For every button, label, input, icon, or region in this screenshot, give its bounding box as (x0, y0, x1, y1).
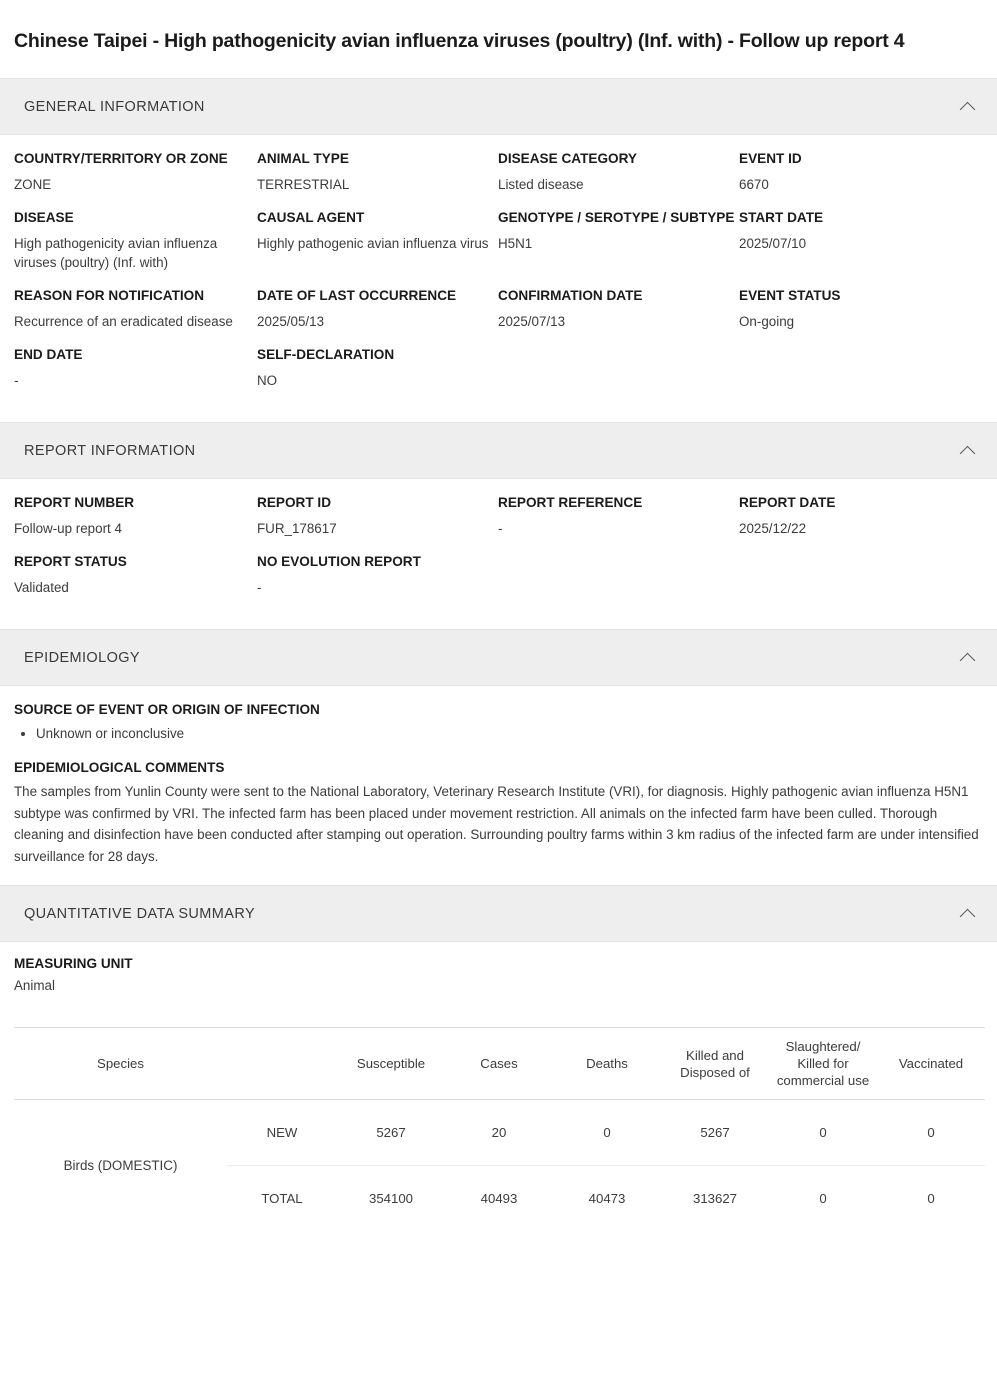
field-report-reference (498, 493, 739, 552)
column-header-slaughtered-killed-for-commercial-use (769, 1028, 877, 1100)
cell-cases: 20 (491, 1125, 507, 1141)
field-label: CAUSAL AGENT (257, 210, 365, 226)
source-of-event-label: SOURCE OF EVENT OR ORIGIN OF INFECTION (14, 702, 320, 718)
cell-vaccinated: 0 (877, 1166, 985, 1232)
field-value: - (14, 373, 19, 389)
field-spacer-4 (739, 552, 989, 611)
general-information-grid (14, 149, 983, 404)
column-header-kind (227, 1028, 337, 1100)
field-report-number (14, 493, 257, 552)
field-disease (14, 208, 257, 286)
field-event-status (739, 286, 989, 345)
field-genotype-serotype-subtype (498, 208, 739, 286)
field-label: DISEASE (14, 210, 74, 226)
field-spacer-1 (498, 345, 739, 404)
field-report-date (739, 493, 989, 552)
field-event-id (739, 149, 989, 208)
field-spacer-2 (739, 345, 989, 404)
field-label: NO EVOLUTION REPORT (257, 554, 421, 570)
cell-vaccinated: 0 (927, 1125, 935, 1141)
section-title-general-information: GENERAL INFORMATION (24, 98, 205, 115)
cell-species (14, 1100, 227, 1232)
field-spacer-3 (498, 552, 739, 611)
field-label: START DATE (739, 210, 824, 226)
field-value: Listed disease (498, 177, 584, 193)
field-date-of-last-occurrence (257, 286, 498, 345)
section-header-epidemiology[interactable] (0, 629, 997, 686)
cell-killed-disposed: 313627 (661, 1166, 769, 1232)
field-label: DISEASE CATEGORY (498, 151, 637, 167)
epidemiological-comments-text: The samples from Yunlin County were sent to the National Laboratory, Veterinary Research Institute (VRI), for diagnosis. Highly pathogenic avian influenza H5N1 subtype was confirmed by VRI. The infected farm has been placed under movement restriction. All animals on the infected farm have been culled. Thorough cleaning and disinfection have been conducted after stamping out operation. Surrounding poultry farms within 3 km radius of the infected farm are under intensified surveillance for 28 days. (14, 784, 979, 864)
field-value: High pathogenicity avian influenza viruses (poultry) (Inf. with) (14, 236, 218, 271)
field-disease-category (498, 149, 739, 208)
field-value: Validated (14, 580, 69, 596)
field-label: SELF-DECLARATION (257, 347, 395, 363)
field-value: - (257, 580, 262, 596)
cell-slaughtered: 0 (769, 1166, 877, 1232)
field-self-declaration (257, 345, 498, 404)
field-confirmation-date (498, 286, 739, 345)
field-label: DATE OF LAST OCCURRENCE (257, 288, 457, 304)
field-label: EVENT STATUS (739, 288, 841, 304)
field-label: GENOTYPE / SEROTYPE / SUBTYPE (498, 210, 735, 226)
field-end-date (14, 345, 257, 404)
field-value: TERRESTRIAL (257, 177, 350, 193)
field-value: H5N1 (498, 236, 533, 252)
section-body-report-information (0, 479, 997, 629)
section-title-report-information: REPORT INFORMATION (24, 442, 196, 459)
field-value: Follow-up report 4 (14, 521, 122, 537)
field-animal-type (257, 149, 498, 208)
report-page (0, 13, 997, 1390)
cell-slaughtered: 0 (819, 1125, 827, 1141)
cell-killed-disposed: 5267 (700, 1125, 730, 1141)
field-causal-agent (257, 208, 498, 286)
cell-kind: NEW (266, 1125, 298, 1141)
field-reason-for-notification (14, 286, 257, 345)
field-report-status (14, 552, 257, 611)
field-value: 2025/05/13 (257, 314, 325, 330)
column-header-species: Species (14, 1028, 227, 1100)
cell-susceptible: 354100 (337, 1166, 445, 1232)
field-country-territory-or-zone (14, 149, 257, 208)
list-item: • Unknown or inconclusive (36, 723, 983, 744)
section-body-quantitative-data-summary (0, 942, 997, 1027)
field-no-evolution-report (257, 552, 498, 611)
cell-deaths: 0 (603, 1125, 611, 1141)
column-header-vaccinated: Vaccinated (877, 1028, 985, 1100)
field-value: FUR_178617 (257, 521, 337, 537)
measuring-unit-label: MEASURING UNIT (14, 956, 133, 972)
column-header-killed-and-disposed-of: Killed and Disposed of (661, 1028, 769, 1100)
field-report-id (257, 493, 498, 552)
column-header-susceptible: Susceptible (337, 1028, 445, 1100)
field-value: 2025/07/10 (739, 236, 807, 252)
field-value: On-going (739, 314, 795, 330)
species-label: Birds (DOMESTIC) (63, 1158, 178, 1174)
field-label: REPORT REFERENCE (498, 495, 643, 511)
table-head (14, 1028, 985, 1100)
field-value: ZONE (14, 177, 52, 193)
field-label: END DATE (14, 347, 83, 363)
field-label: EVENT ID (739, 151, 802, 167)
page-title: Chinese Taipei - High pathogenicity avian influenza viruses (poultry) (Inf. with) - Follow up report 4 (14, 30, 905, 53)
column-header-deaths: Deaths (553, 1028, 661, 1100)
section-header-quantitative-data-summary[interactable] (0, 885, 997, 942)
column-header-cases: Cases (445, 1028, 553, 1100)
table-body (14, 1100, 985, 1232)
source-of-event-list (14, 723, 983, 744)
field-label: ANIMAL TYPE (257, 151, 349, 167)
field-label: REPORT NUMBER (14, 495, 135, 511)
report-information-grid (14, 493, 983, 611)
section-title-quantitative-data-summary: QUANTITATIVE DATA SUMMARY (24, 905, 256, 922)
field-label: REPORT ID (257, 495, 332, 511)
field-value: Highly pathogenic avian influenza virus (257, 236, 489, 252)
table-header-row (14, 1028, 985, 1100)
field-label: COUNTRY/TERRITORY OR ZONE (14, 151, 228, 167)
chevron-up-icon[interactable] (959, 905, 977, 923)
field-label: REPORT STATUS (14, 554, 127, 570)
field-label: REPORT DATE (739, 495, 836, 511)
field-label: CONFIRMATION DATE (498, 288, 643, 304)
cell-kind: TOTAL (227, 1166, 337, 1232)
cell-susceptible: 5267 (376, 1125, 406, 1141)
cell-deaths: 40473 (553, 1166, 661, 1232)
measuring-unit-value: Animal (14, 978, 55, 994)
field-label: REASON FOR NOTIFICATION (14, 288, 205, 304)
column-header-text: Slaughtered/ Killed for commercial use (776, 1039, 870, 1089)
field-value: 2025/12/22 (739, 521, 807, 537)
epidemiological-comments-label: EPIDEMIOLOGICAL COMMENTS (14, 760, 225, 776)
section-header-general-information[interactable] (0, 78, 997, 135)
field-value: 2025/07/13 (498, 314, 566, 330)
chevron-up-icon[interactable] (959, 649, 977, 667)
section-title-epidemiology: EPIDEMIOLOGY (24, 649, 140, 666)
chevron-up-icon[interactable] (959, 98, 977, 116)
cell-cases: 40493 (445, 1166, 553, 1232)
section-body-epidemiology (0, 686, 997, 885)
quantitative-data-table (14, 1027, 985, 1232)
field-value: NO (257, 373, 278, 389)
field-start-date (739, 208, 989, 286)
chevron-up-icon[interactable] (959, 442, 977, 460)
table-row (14, 1100, 985, 1166)
field-value: 6670 (739, 177, 769, 193)
section-body-general-information (0, 135, 997, 422)
section-header-report-information[interactable] (0, 422, 997, 479)
field-value: Recurrence of an eradicated disease (14, 314, 233, 330)
field-value: - (498, 521, 503, 537)
